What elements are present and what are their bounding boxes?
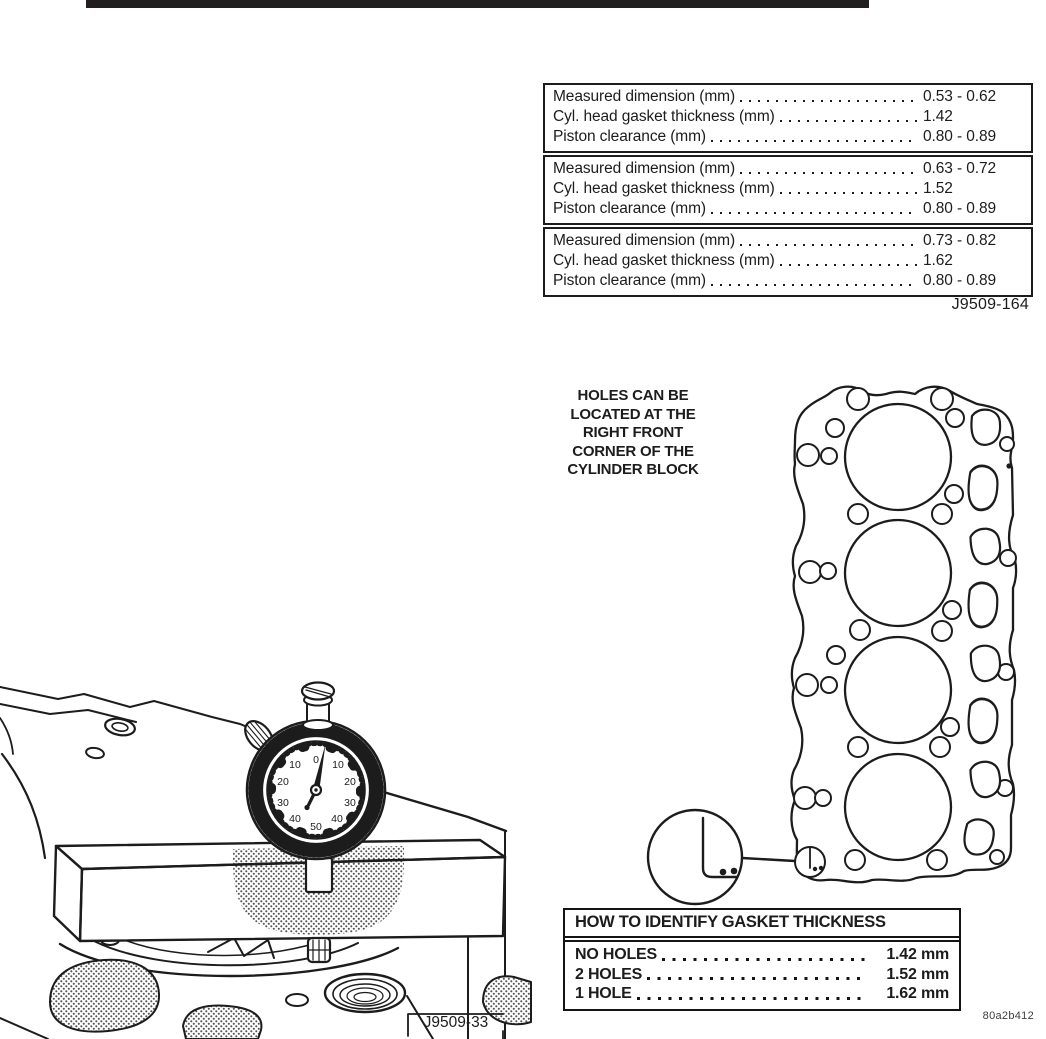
row-value: 1.42: [923, 108, 953, 125]
table-body: [565, 940, 959, 1009]
indicator-plunger-tip: [308, 938, 330, 962]
row-value: 0.80 - 0.89: [923, 128, 997, 145]
dot-leader: [711, 284, 918, 286]
row-label: Piston clearance (mm): [553, 272, 706, 289]
dot-leader: [740, 244, 918, 246]
dot-leader: [740, 172, 918, 174]
row-label: Cyl. head gasket thickness (mm): [553, 180, 775, 197]
row-value: 0.53 - 0.62: [923, 88, 997, 105]
table-row: [553, 107, 1023, 127]
dot-leader: [647, 977, 865, 980]
dial-indicator-illustration: [0, 660, 532, 1039]
row-value: 1.52: [923, 180, 953, 197]
row-value: 1.62 mm: [886, 985, 949, 1002]
svg-text:30: 30: [344, 797, 356, 809]
table-row: [553, 159, 1023, 179]
note-line: HOLES CAN BE: [577, 387, 689, 404]
dot-leader: [780, 120, 918, 122]
dot-leader: [780, 192, 918, 194]
note-line: CYLINDER BLOCK: [567, 461, 699, 478]
row-label: Piston clearance (mm): [553, 128, 706, 145]
row-value: 1.62: [923, 252, 953, 269]
row-label: Measured dimension (mm): [553, 160, 736, 177]
row-value: 0.80 - 0.89: [923, 272, 997, 289]
row-value: 0.73 - 0.82: [923, 232, 997, 249]
dot-leader: [780, 264, 918, 266]
row-label: 1 HOLE: [575, 985, 632, 1002]
row-value: 0.80 - 0.89: [923, 200, 997, 217]
table-row: [575, 965, 949, 985]
row-label: Measured dimension (mm): [553, 88, 736, 105]
note-line: RIGHT FRONT: [582, 424, 684, 441]
gasket-thickness-table: [563, 908, 961, 1011]
table-row: [575, 984, 949, 1004]
gasket-dot: [1006, 463, 1011, 468]
row-label: Cyl. head gasket thickness (mm): [553, 252, 775, 269]
spec-section-2: [543, 155, 1033, 225]
figure-tag-spec-table: J9509-164: [951, 296, 1029, 313]
table-row: [553, 127, 1023, 147]
table-row: [553, 251, 1023, 271]
svg-text:40: 40: [289, 813, 301, 825]
note-line: LOCATED AT THE: [570, 405, 696, 423]
note-line: CORNER OF THE: [572, 442, 694, 460]
svg-text:20: 20: [344, 776, 356, 788]
row-value: 1.52 mm: [886, 965, 949, 983]
table-title: HOW TO IDENTIFY GASKET THICKNESS: [565, 910, 959, 938]
dot-leader: [662, 958, 865, 961]
callout-magnifier: [648, 810, 795, 904]
gasket-spec-table: [543, 83, 1033, 297]
svg-text:20: 20: [277, 776, 289, 788]
svg-text:40: 40: [331, 813, 343, 825]
table-row: [553, 87, 1023, 107]
dot-leader: [637, 997, 865, 1000]
spec-section-1: [543, 83, 1033, 153]
dot-leader: [740, 100, 918, 102]
figure-tag-gasket: 80a2b412: [982, 1010, 1034, 1022]
svg-text:30: 30: [277, 797, 289, 809]
id-hole-dot: [720, 869, 727, 876]
row-label: Cyl. head gasket thickness (mm): [553, 108, 775, 125]
head-gasket-illustration: [630, 385, 1046, 910]
svg-text:10: 10: [332, 759, 344, 771]
row-value: 1.42 mm: [886, 946, 949, 963]
indicator-plunger: [306, 858, 332, 892]
row-label: NO HOLES: [575, 946, 657, 963]
svg-text:50: 50: [310, 821, 322, 833]
table-row: [553, 199, 1023, 219]
dial-indicator-face: [247, 683, 385, 860]
row-value: 0.63 - 0.72: [923, 160, 997, 177]
threaded-bolt-hole: [325, 974, 405, 1012]
dot-leader: [711, 212, 918, 214]
svg-text:10: 10: [289, 759, 301, 771]
gasket-corner-id-mark: [795, 847, 825, 877]
page-top-rule: [86, 0, 869, 8]
row-label: 2 HOLES: [575, 965, 643, 983]
row-label: Measured dimension (mm): [553, 232, 736, 249]
dot-leader: [711, 140, 918, 142]
id-hole-dot: [731, 868, 738, 875]
spec-section-3: [543, 227, 1033, 297]
row-label: Piston clearance (mm): [553, 200, 706, 217]
dial-stem-and-cap: [302, 683, 334, 731]
table-row: [575, 945, 949, 965]
table-row: [553, 179, 1023, 199]
svg-text:0: 0: [313, 754, 319, 766]
table-row: [553, 271, 1023, 291]
table-row: [553, 231, 1023, 251]
figure-tag-dial: J9509-33: [423, 1014, 489, 1031]
